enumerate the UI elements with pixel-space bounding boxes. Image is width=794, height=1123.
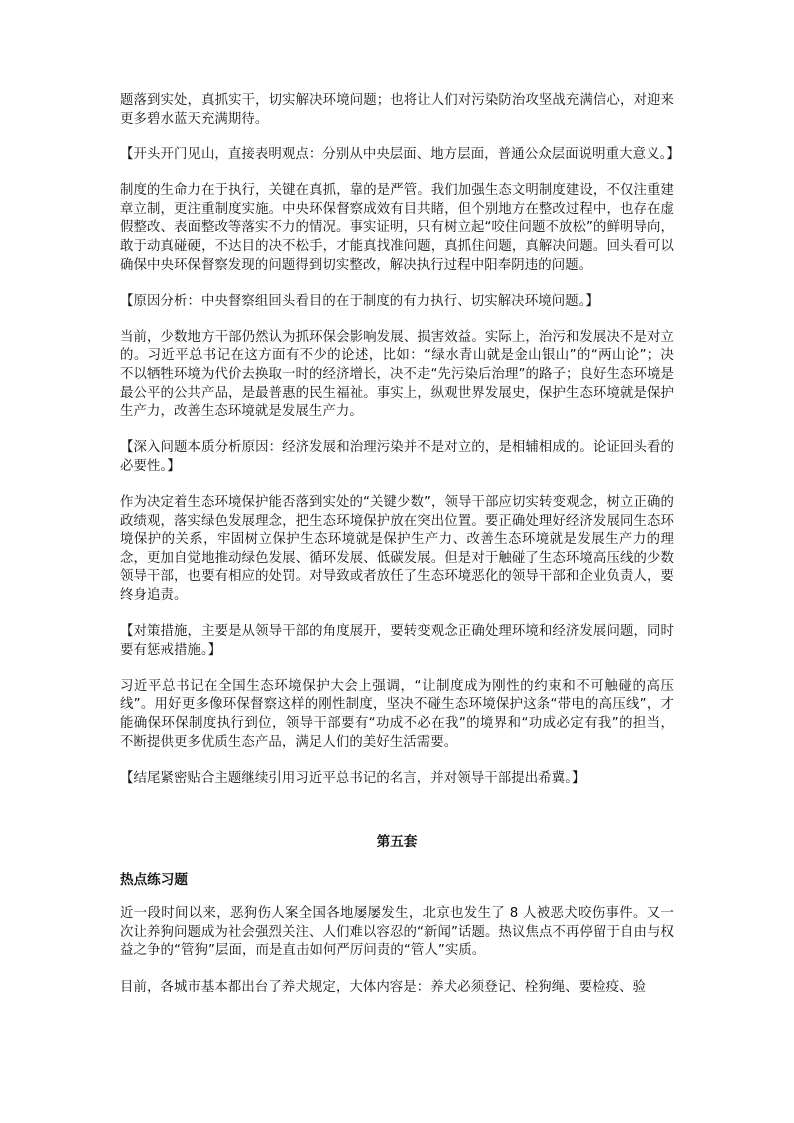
- section-title: 第五套: [376, 834, 418, 851]
- paragraph-leading-cadres: 作为决定着生态环境保护能否落到实处的“关键少数”，领导干部应切实转变观念，树立正确的政绩观，落实绿色发展理念，把生态环境保护放在突出位置。要正确处理好经济发展同生态环境保护的关系，牢固树立保护生态环境就是保护生产力、改善生态环境就是发展生产力的理念，更加自觉地推动绿色发展、循环发展、低碳发展。但是对于触碰了生态环境高压线的少数领导干部，也要有相应的处罚。对导致或者放任了生态环境恶化的领导干部和企业负责人，要终身追责。: [120, 495, 674, 603]
- paragraph-development-vs-pollution: 当前，少数地方干部仍然认为抓环保会影响发展、损害效益。实际上，治污和发展决不是对立的。习近平总书记在这方面有不少的论述，比如：“绿水青山就是金山银山”的“两山论”；决不以牺牲环境为代价去换取一时的经济增长，决不走“先污染后治理”的路子；良好生态环境是最公平的公共产品，是最普惠的民生福祉。事实上，纵观世界发展史，保护生态环境就是保护生产力，改善生态环境就是发展生产力。: [120, 329, 674, 420]
- comment-deep-analysis: 【深入问题本质分析原因：经济发展和治理污染并不是对立的，是相辅相成的。论证回头看的必要性。】: [120, 440, 674, 474]
- paragraph-conclusion: 习近平总书记在全国生态环境保护大会上强调，“让制度成为刚性的约束和不可触碰的高压线”。用好更多像环保督察这样的刚性制度，坚决不碰生态环境保护这条“带电的高压线”，才能确保环保制度执行到位，领导干部要有“功成不必在我”的境界和“功成必定有我”的担当，不断提供更多优质生态产品，满足人们的美好生活需要。: [120, 678, 674, 750]
- comment-cause-analysis: 【原因分析：中央督察组回头看目的在于制度的有力执行、切实解决环境问题。】: [120, 293, 599, 309]
- paragraph-dog-regulations: 目前，各城市基本都出台了养犬规定，大体内容是：养犬必须登记、栓狗绳、要检疫、验: [120, 979, 647, 995]
- section-subheading: 热点练习题: [120, 872, 188, 889]
- comment-ending: 【结尾紧密贴合主题继续引用习近平总书记的名言，并对领导干部提出希冀。】: [120, 770, 586, 786]
- paragraph-dog-attacks: 近一段时间以来，恶狗伤人案全国各地屡屡发生，北京也发生了 8 人被恶犬咬伤事件。又一次让养狗问题成为社会强烈关注、人们难以容忍的“新闻”话题。热议焦点不再停留于自由与权益之争的“管狗”层面，而是直击如何严厉问责的“管人”实质。: [120, 906, 674, 959]
- paragraph-system-execution: 制度的生命力在于执行，关键在真抓，靠的是严管。我们加强生态文明制度建设，不仅注重建章立制，更注重制度实施。中央环保督察成效有目共睹，但个别地方在整改过程中，也存在虚假整改、表面整改等落实不力的情况。事实证明，只有树立起“咬住问题不放松”的鲜明导向，敢于动真碰硬，不达目的决不松手，才能真找准问题，真抓住问题，真解决问题。回头看可以确保中央环保督察发现的问题得到切实整改，解决执行过程中阳奉阴违的问题。: [120, 183, 674, 273]
- comment-countermeasures: 【对策措施，主要是从领导干部的角度展开，要转变观念正确处理环境和经济发展问题，同时要有惩戒措施。】: [120, 624, 674, 658]
- comment-opening: 【开头开门见山，直接表明观点：分别从中央层面、地方层面，普通公众层面说明重大意义。】: [120, 147, 680, 163]
- paragraph-intro-end: 题落到实处，真抓实干，切实解决环境问题；也将让人们对污染防治攻坚战充满信心，对迎来更多碧水蓝天充满期待。: [120, 93, 674, 127]
